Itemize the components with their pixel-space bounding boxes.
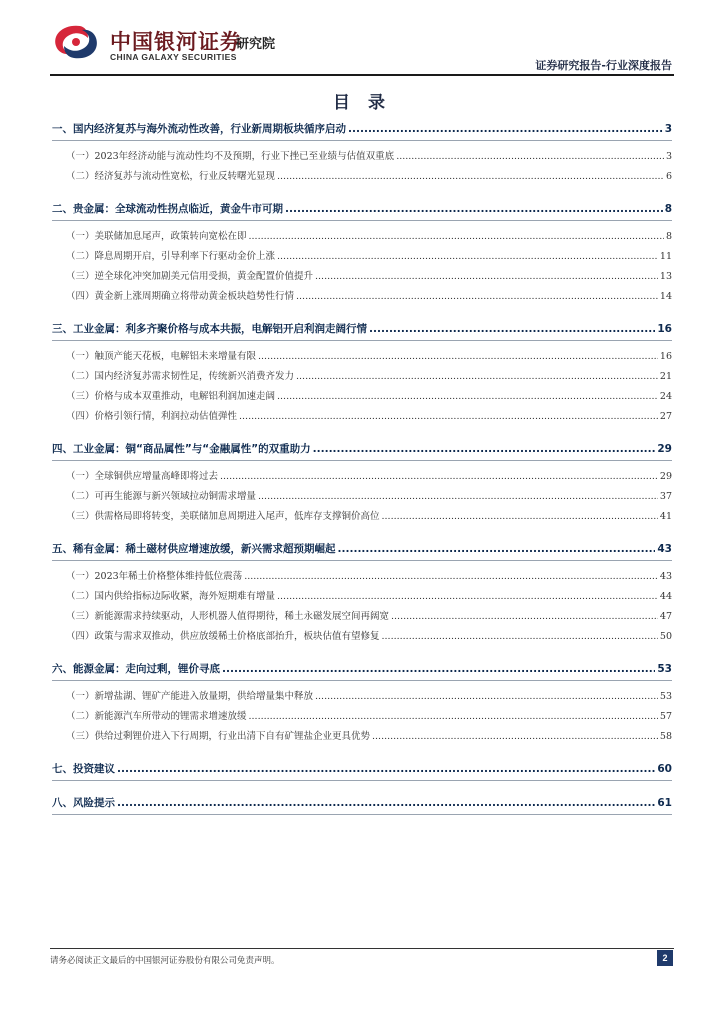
toc-entry-title: （三）价格与成本双重推动，电解铝利润加速走阔 [66, 391, 276, 402]
toc-dot-leader [313, 438, 656, 460]
toc-dot-leader [315, 687, 658, 707]
toc-entry-page: 13 [659, 271, 672, 282]
toc-entry-level2[interactable] [52, 367, 672, 387]
toc-entry-level1[interactable] [52, 118, 672, 141]
toc-entry-title: （二）经济复苏与流动性宽松，行业反转曙光显现 [66, 171, 276, 182]
toc-entry-level2[interactable] [52, 727, 672, 747]
toc-entry-title: （一）新增盐湖、锂矿产能进入放量期，供给增量集中释放 [66, 691, 314, 702]
toc-entry-level2[interactable] [52, 267, 672, 287]
toc-entry-title: 三、工业金属：利多齐聚价格与成本共振，电解铝开启利润走阔行情 [52, 323, 367, 335]
toc-entry-title: （三）新能源需求持续驱动，人形机器人值得期待，稀土永磁发展空间再阔宽 [66, 611, 390, 622]
toc-section [52, 438, 672, 527]
toc-entry-title: （一）2023年经济动能与流动性均不及预期，行业下挫已至业绩与估值双重底 [66, 151, 395, 162]
toc-entry-page: 57 [659, 711, 672, 722]
brand-name-english: CHINA GALAXY SECURITIES [110, 52, 237, 62]
toc-entry-title: （四）政策与需求双推动，供应放缓稀土价格底部抬升，板块估值有望修复 [66, 631, 380, 642]
toc-entry-level2[interactable] [52, 407, 672, 427]
page-number: 2 [657, 950, 673, 966]
toc-entry-page: 43 [657, 543, 672, 555]
report-type: 证券研究报告-行业深度报告 [535, 59, 672, 72]
toc-entry-page: 58 [659, 731, 672, 742]
toc-entry-page: 47 [659, 611, 672, 622]
toc-entry-level2[interactable] [52, 567, 672, 587]
toc-entry-level2[interactable] [52, 227, 672, 247]
toc-entry-page: 16 [659, 351, 672, 362]
toc-entry-level2[interactable] [52, 167, 672, 187]
toc-entry-page: 8 [665, 231, 672, 242]
toc-dot-leader [220, 467, 658, 487]
footer-divider [50, 948, 674, 949]
toc-dot-leader [239, 407, 658, 427]
toc-subsection-list [52, 687, 672, 747]
toc-entry-page: 53 [657, 663, 672, 675]
toc-subsection-list [52, 467, 672, 527]
toc-entry-title: （二）新能源汽车所带动的锂需求增速放缓 [66, 711, 247, 722]
table-of-contents [52, 118, 672, 826]
toc-dot-leader [285, 198, 663, 220]
toc-entry-level2[interactable] [52, 467, 672, 487]
toc-dot-leader [396, 147, 664, 167]
toc-entry-title: 二、贵金属：全球流动性拐点临近，黄金牛市可期 [52, 203, 283, 215]
toc-entry-level1[interactable] [52, 658, 672, 681]
toc-entry-page: 14 [659, 291, 672, 302]
toc-dot-leader [277, 167, 664, 187]
toc-entry-level2[interactable] [52, 287, 672, 307]
brand-name: 中国银河证券 [110, 30, 242, 54]
toc-dot-leader [258, 487, 658, 507]
toc-entry-title: （二）国内经济复苏需求韧性足，传统新兴消费齐发力 [66, 371, 295, 382]
toc-dot-leader [277, 247, 658, 267]
toc-subsection-list [52, 567, 672, 647]
toc-entry-page: 44 [659, 591, 672, 602]
toc-dot-leader [348, 118, 663, 140]
toc-entry-level1[interactable] [52, 538, 672, 561]
toc-entry-level2[interactable] [52, 627, 672, 647]
toc-entry-level2[interactable] [52, 147, 672, 167]
toc-entry-page: 60 [657, 763, 672, 775]
toc-entry-title: 七、投资建议 [52, 763, 115, 775]
toc-section [52, 118, 672, 187]
toc-subsection-list [52, 227, 672, 307]
toc-entry-title: （二）国内供给指标边际收紧，海外短期难有增量 [66, 591, 276, 602]
toc-section [52, 792, 672, 815]
toc-entry-page: 50 [659, 631, 672, 642]
toc-entry-level1[interactable] [52, 198, 672, 221]
toc-entry-title: （一）全球铜供应增量高峰即将过去 [66, 471, 219, 482]
galaxy-logo-icon [50, 22, 102, 62]
toc-dot-leader [372, 727, 658, 747]
toc-entry-page: 41 [659, 511, 672, 522]
toc-entry-title: （三）供给过剩锂价进入下行周期，行业出清下自有矿锂盐企业更具优势 [66, 731, 371, 742]
footer-disclaimer: 请务必阅读正文最后的中国银河证券股份有限公司免责声明。 [50, 956, 280, 966]
toc-entry-title: （一）2023年稀土价格整体维持低位震荡 [66, 571, 243, 582]
toc-entry-page: 8 [664, 203, 672, 215]
toc-dot-leader [315, 267, 658, 287]
toc-entry-level1[interactable] [52, 438, 672, 461]
toc-entry-level2[interactable] [52, 487, 672, 507]
toc-entry-level1[interactable] [52, 318, 672, 341]
toc-entry-title: （一）美联储加息尾声，政策转向宽松在即 [66, 231, 247, 242]
toc-dot-leader [222, 658, 655, 680]
toc-entry-level2[interactable] [52, 347, 672, 367]
header-divider [50, 74, 674, 76]
toc-section [52, 198, 672, 307]
toc-entry-title: （三）供需格局即将转变，美联储加息周期进入尾声，低库存支撑铜价高位 [66, 511, 380, 522]
toc-entry-page: 3 [665, 151, 672, 162]
toc-entry-title: （四）黄金新上涨周期确立将带动黄金板块趋势性行情 [66, 291, 295, 302]
toc-dot-leader [296, 287, 658, 307]
toc-entry-page: 61 [657, 797, 672, 809]
toc-dot-leader [117, 792, 655, 814]
toc-section [52, 658, 672, 747]
toc-entry-title: （一）触顶产能天花板，电解铝未来增量有限 [66, 351, 257, 362]
toc-entry-title: （三）逆全球化冲突加剧美元信用受损，黄金配置价值提升 [66, 271, 314, 282]
toc-dot-leader [258, 347, 658, 367]
toc-dot-leader [296, 367, 658, 387]
brand-division: 研究院 [236, 37, 276, 52]
toc-dot-leader [382, 507, 658, 527]
toc-entry-level2[interactable] [52, 707, 672, 727]
toc-entry-level2[interactable] [52, 387, 672, 407]
toc-section [52, 758, 672, 781]
toc-subsection-list [52, 347, 672, 427]
toc-entry-title: 五、稀有金属：稀土磁材供应增速放缓，新兴需求超预期崛起 [52, 543, 336, 555]
toc-entry-title: 六、能源金属：走向过剩，锂价寻底 [52, 663, 220, 675]
toc-dot-leader [117, 758, 655, 780]
toc-dot-leader [249, 707, 658, 727]
toc-dot-leader [382, 627, 658, 647]
toc-dot-leader [338, 538, 656, 560]
page-header [0, 0, 724, 80]
toc-entry-title: 八、风险提示 [52, 797, 115, 809]
toc-entry-level1[interactable] [52, 758, 672, 781]
toc-entry-page: 53 [659, 691, 672, 702]
toc-entry-title: 一、国内经济复苏与海外流动性改善，行业新周期板块循序启动 [52, 123, 346, 135]
toc-entry-level2[interactable] [52, 587, 672, 607]
toc-dot-leader [249, 227, 664, 247]
toc-entry-level1[interactable] [52, 792, 672, 815]
toc-entry-page: 21 [659, 371, 672, 382]
toc-entry-page: 43 [659, 571, 672, 582]
toc-subsection-list [52, 147, 672, 187]
toc-entry-level2[interactable] [52, 607, 672, 627]
toc-dot-leader [369, 318, 655, 340]
toc-heading: 目 录 [333, 93, 391, 113]
toc-section [52, 538, 672, 647]
toc-entry-page: 24 [659, 391, 672, 402]
toc-entry-page: 29 [659, 471, 672, 482]
toc-entry-level2[interactable] [52, 687, 672, 707]
toc-entry-page: 37 [659, 491, 672, 502]
toc-entry-title: 四、工业金属：铜“商品属性”与“金融属性”的双重助力 [52, 443, 311, 455]
toc-entry-page: 3 [664, 123, 672, 135]
toc-dot-leader [391, 607, 658, 627]
toc-section [52, 318, 672, 427]
toc-entry-level2[interactable] [52, 507, 672, 527]
toc-entry-page: 29 [657, 443, 672, 455]
toc-entry-page: 27 [659, 411, 672, 422]
toc-dot-leader [277, 387, 658, 407]
toc-entry-level2[interactable] [52, 247, 672, 267]
toc-entry-title: （四）价格引领行情，利润拉动估值弹性 [66, 411, 238, 422]
toc-dot-leader [244, 567, 658, 587]
toc-entry-page: 11 [659, 251, 672, 262]
toc-entry-title: （二）降息周期开启，引导利率下行驱动金价上涨 [66, 251, 276, 262]
toc-entry-page: 6 [665, 171, 672, 182]
toc-dot-leader [277, 587, 658, 607]
toc-entry-title: （二）可再生能源与新兴领域拉动铜需求增量 [66, 491, 257, 502]
toc-entry-page: 16 [657, 323, 672, 335]
